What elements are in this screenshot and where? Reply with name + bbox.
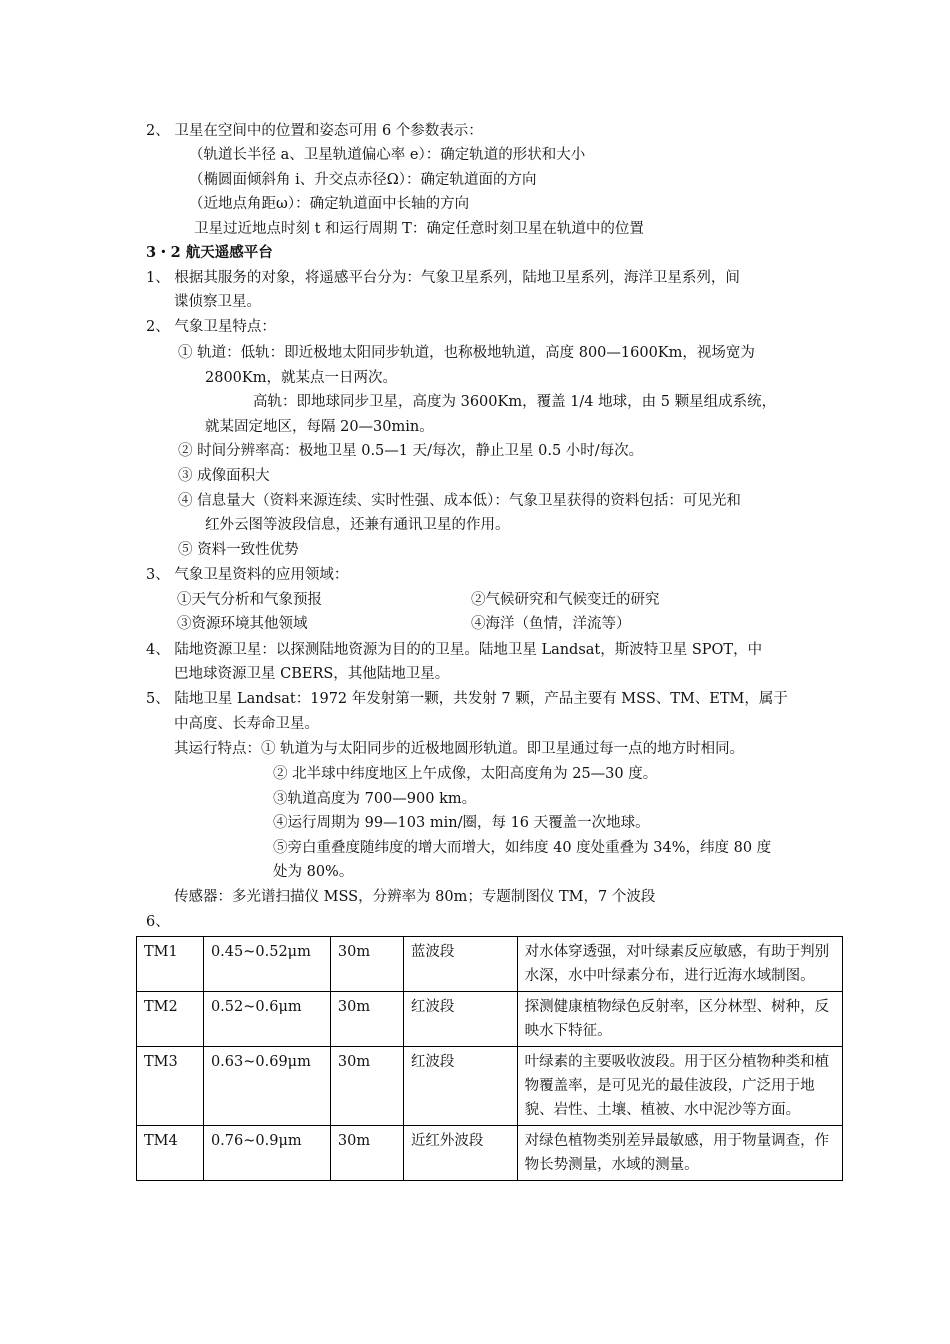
text-line: 谍侦察卫星。	[174, 294, 261, 310]
band-name-cell: 红波段	[403, 1047, 517, 1126]
wavelength-cell: 0.76~0.9μm	[203, 1126, 330, 1181]
text-line: 高轨：即地球同步卫星，高度为 3600Km，覆盖 1/4 地球，由 5 颗星组成系统，	[253, 394, 777, 410]
text-line: （近地点角距ω）：确定轨道面中长轴的方向	[189, 196, 470, 212]
text-line: ④ 信息量大（资料来源连续、实时性强、成本低）：气象卫星获得的资料包括：可见光和	[178, 493, 741, 509]
table-row	[137, 1126, 843, 1181]
description-cell: 对水体穿透强，对叶绿素反应敏感，有助于判别水深，水中叶绿素分布，进行近海水域制图。	[517, 937, 842, 992]
text-line: 就某固定地区，每隔 20—30min。	[205, 419, 434, 435]
wavelength-cell: 0.63~0.69μm	[203, 1047, 330, 1126]
text-line: 2800Km，就某点一日两次。	[205, 370, 397, 386]
text-line: ③轨道高度为 700—900 km。	[273, 791, 477, 807]
band-cell: TM4	[137, 1126, 204, 1181]
text-line: ③资源环境其他领域	[177, 616, 308, 632]
text-line: 中高度、长寿命卫星。	[174, 716, 319, 732]
band-cell: TM2	[137, 992, 204, 1047]
resolution-cell: 30m	[330, 937, 403, 992]
wavelength-cell: 0.45~0.52μm	[203, 937, 330, 992]
band-cell: TM1	[137, 937, 204, 992]
table-row	[137, 937, 843, 992]
section-heading: 3・2 航天遥感平台	[146, 244, 273, 261]
resolution-cell: 30m	[330, 1047, 403, 1126]
text-line: ⑤ 资料一致性优势	[178, 542, 299, 558]
text-line: ③ 成像面积大	[178, 468, 270, 484]
text-line: 1、 根据其服务的对象，将遥感平台分为：气象卫星系列，陆地卫星系列，海洋卫星系列，间	[146, 270, 740, 286]
description-cell: 探测健康植物绿色反射率，区分林型、树种，反映水下特征。	[517, 992, 842, 1047]
text-line: ②气候研究和气候变迁的研究	[471, 592, 660, 608]
text-line: ② 北半球中纬度地区上午成像，太阳高度角为 25—30 度。	[273, 766, 658, 782]
text-line: ⑤旁白重叠度随纬度的增大而增大，如纬度 40 度处重叠为 34%，纬度 80 度	[273, 840, 772, 856]
band-name-cell: 红波段	[403, 992, 517, 1047]
tm-band-table	[136, 936, 843, 1181]
band-name-cell: 近红外波段	[403, 1126, 517, 1181]
text-line: 处为 80%。	[273, 864, 354, 880]
text-line: 5、 陆地卫星 Landsat：1972 年发射第一颗，共发射 7 颗，产品主要有 MSS、TM、ETM，属于	[146, 691, 788, 707]
text-line: ①天气分析和气象预报	[177, 592, 322, 608]
text-line: 巴地球资源卫星 CBERS，其他陆地卫星。	[174, 666, 450, 682]
text-line: ② 时间分辨率高：极地卫星 0.5—1 天/每次，静止卫星 0.5 小时/每次。	[178, 443, 644, 459]
text-line: 2、 卫星在空间中的位置和姿态可用 6 个参数表示：	[146, 123, 483, 139]
text-line: 3、 气象卫星资料的应用领域：	[146, 567, 349, 583]
text-line: 其运行特点：① 轨道为与太阳同步的近极地圆形轨道。即卫星通过每一点的地方时相同。	[174, 741, 745, 757]
text-line: 传感器：多光谱扫描仪 MSS，分辨率为 80m；专题制图仪 TM，7 个波段	[174, 889, 656, 905]
text-line: （轨道长半径 a、卫星轨道偏心率 e）：确定轨道的形状和大小	[189, 147, 586, 163]
description-cell: 叶绿素的主要吸收波段。用于区分植物种类和植物覆盖率，是可见光的最佳波段，广泛用于地貌、岩性、土壤、植被、水中泥沙等方面。	[517, 1047, 842, 1126]
text-line: （椭圆面倾斜角 i、升交点赤径Ω）：确定轨道面的方向	[189, 172, 537, 188]
text-line: 4、 陆地资源卫星：以探测陆地资源为目的的卫星。陆地卫星 Landsat，斯波特卫星 SPOT，中	[146, 642, 763, 658]
band-name-cell: 蓝波段	[403, 937, 517, 992]
resolution-cell: 30m	[330, 992, 403, 1047]
table-row	[137, 992, 843, 1047]
text-line: 2、 气象卫星特点：	[146, 319, 276, 335]
text-line: ① 轨道：低轨：即近极地太阳同步轨道，也称极地轨道，高度 800—1600Km，视场宽为	[178, 345, 755, 361]
resolution-cell: 30m	[330, 1126, 403, 1181]
table-row	[137, 1047, 843, 1126]
band-cell: TM3	[137, 1047, 204, 1126]
description-cell: 对绿色植物类别差异最敏感，用于物量调查，作物长势测量，水域的测量。	[517, 1126, 842, 1181]
text-line: ④海洋（鱼情，洋流等）	[471, 616, 631, 632]
text-line: 卫星过近地点时刻 t 和运行周期 T：确定任意时刻卫星在轨道中的位置	[194, 221, 644, 237]
text-line: 红外云图等波段信息，还兼有通讯卫星的作用。	[205, 517, 510, 533]
wavelength-cell: 0.52~0.6μm	[203, 992, 330, 1047]
text-line: ④运行周期为 99—103 min/圈，每 16 天覆盖一次地球。	[273, 815, 650, 831]
text-line: 6、	[146, 914, 170, 930]
